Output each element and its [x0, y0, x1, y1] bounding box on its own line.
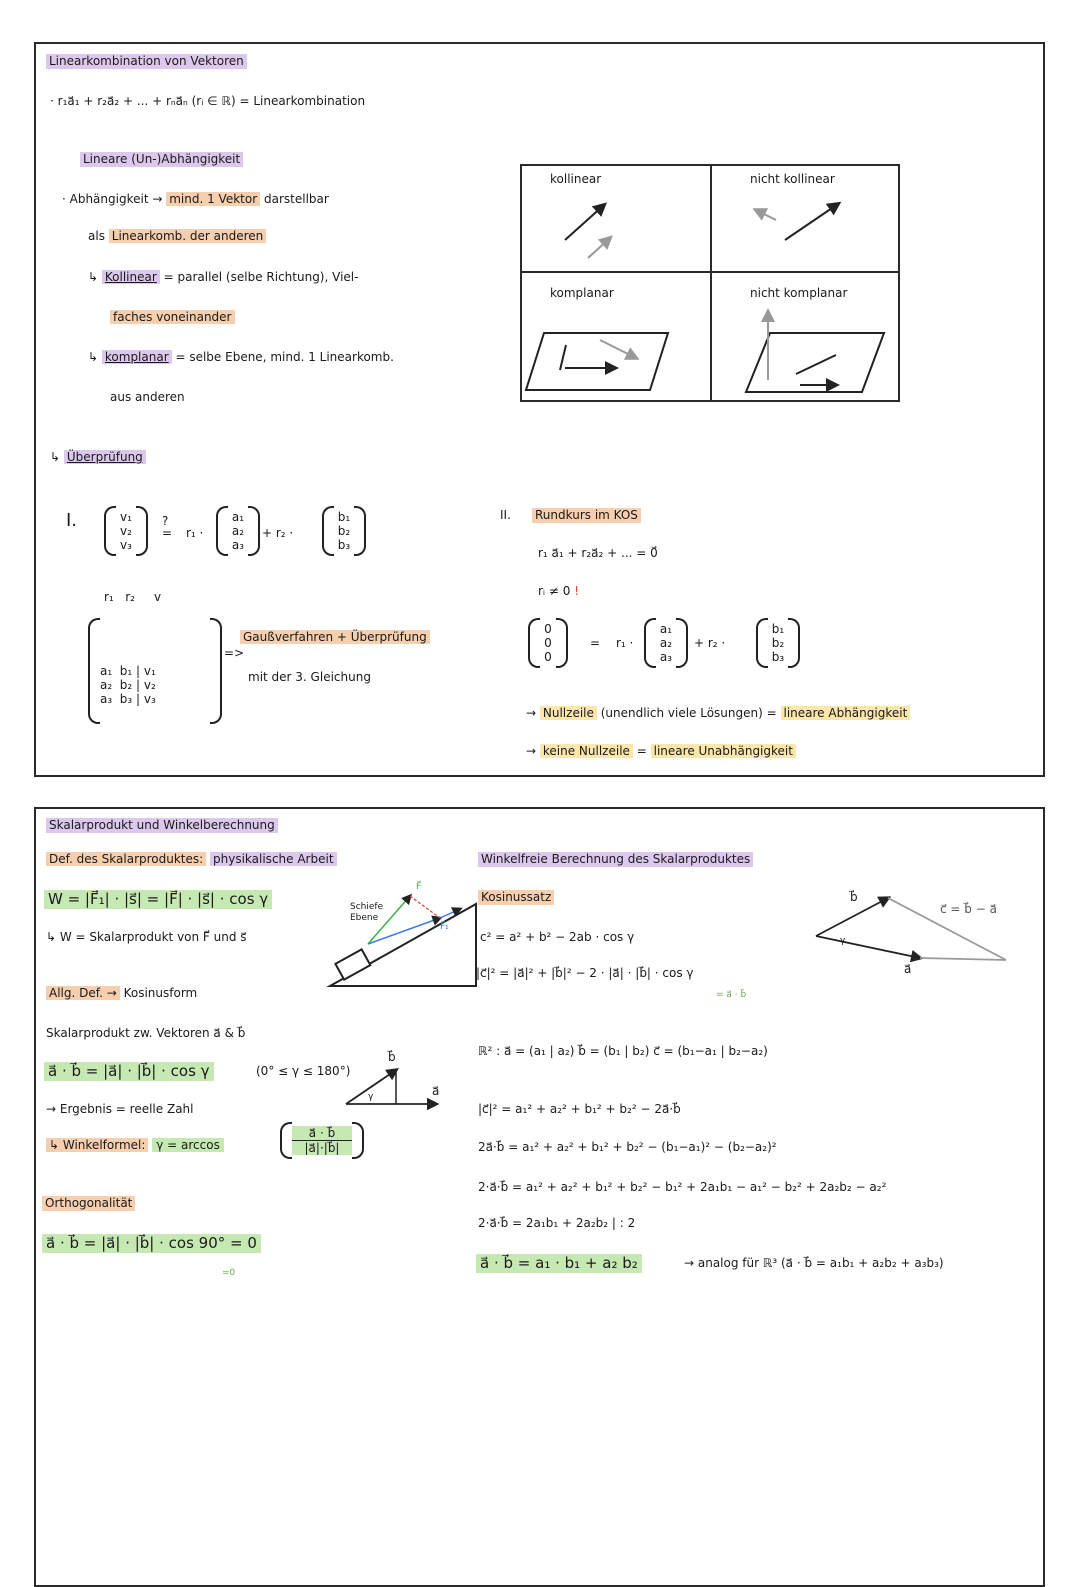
zero-vector: 0 0 0 [540, 622, 556, 664]
cosine-law-1: c² = a² + b² − 2ab · cos γ [480, 930, 635, 944]
cosine-law-2: |c⃗|² = |a⃗|² + |b⃗|² − 2 · |a⃗| · |b⃗| · cos γ [476, 966, 694, 980]
allgemeine-def [46, 986, 197, 1001]
komplanar-arrow: ↳ [88, 350, 99, 364]
section-title-linearkombination: Linearkombination von Vektoren [46, 54, 247, 69]
kollinear-arrow: ↳ [88, 270, 99, 284]
vector-a-ii: a₁ a₂ a₃ [656, 622, 676, 664]
method-ii-title: Rundkurs im KOS [532, 508, 641, 523]
dependence-highlight: mind. 1 Vektor [166, 192, 260, 206]
grid-label-kollinear: kollinear [550, 172, 602, 186]
cos-a-label: a⃗ [904, 962, 912, 976]
dependence-als: als [88, 229, 105, 243]
method-ii-equation: r₁ a⃗₁ + r₂a⃗₂ + ... = 0⃗ [538, 546, 658, 560]
ortho-equals-zero: = 0 [230, 1234, 257, 1252]
vector-b: b₁ b₂ b₃ [334, 510, 354, 552]
method-i-r2: + r₂ · [262, 526, 294, 540]
method-i-r1: r₁ · [186, 526, 204, 540]
vector-a: a₁ a₂ a₃ [228, 510, 248, 552]
gauss-line-2: mit der 3. Gleichung [248, 670, 371, 684]
dependence-linearkomb: Linearkomb. der anderen [109, 229, 266, 243]
winkelfreie-title: Winkelfreie Berechnung des Skalarproduktes [478, 852, 753, 867]
grid-label-komplanar: komplanar [550, 286, 614, 300]
ergebnis-note: → Ergebnis = reelle Zahl [46, 1102, 194, 1116]
implies-arrow: => [224, 646, 245, 660]
cos-c-label: c⃗ = b⃗ − a⃗ [940, 902, 997, 916]
skalar-result: a⃗ · b⃗ = a₁ · b₁ + a₂ b₂ [476, 1254, 642, 1273]
vector-b-ii: b₁ b₂ b₃ [768, 622, 788, 664]
kollinear-definition: = parallel (selbe Richtung), Viel- [163, 270, 359, 284]
grid-label-nicht-komplanar: nicht komplanar [750, 286, 848, 300]
kosinussatz-label: Kosinussatz [478, 890, 554, 905]
incline-label: Schiefe Ebene [350, 902, 384, 923]
nullzeile-term: Nullzeile [540, 706, 597, 720]
cos-b-a-side [920, 958, 1006, 960]
method-i-label: I. [66, 510, 78, 531]
allg-def-label: Allg. Def. → [46, 986, 120, 1000]
keine-result: lineare Unabhängigkeit [651, 744, 796, 758]
heading-lineare-abhaengigkeit: Lineare (Un-)Abhängigkeit [80, 152, 243, 167]
kollinear-faches: faches voneinander [110, 310, 235, 324]
expansion-1: |c⃗|² = a₁² + a₂² + b₁² + b₂² − 2a⃗·b⃗ [478, 1102, 681, 1116]
orthogonal-formula [42, 1234, 261, 1253]
expansion-2: 2a⃗·b⃗ = a₁² + a₂² + b₁² + b₂² − (b₁−a₁)² − (b₂−a₂)² [478, 1140, 777, 1154]
frac-numerator: a⃗ · b⃗ [292, 1126, 352, 1141]
expansion-3: 2·a⃗·b⃗ = a₁² + a₂² + b₁² + b₂² − b₁² + 2a₁b₁ − a₁² − b₂² + 2a₂b₂ − a₂² [478, 1180, 887, 1194]
angle-a-label: a⃗ [432, 1084, 440, 1098]
komplanar-line-2: aus anderen [110, 390, 185, 404]
vector-v: v₁ v₂ v₃ [116, 510, 136, 552]
method-ii-equals: = [590, 636, 601, 650]
skalar-intro: Skalarprodukt zw. Vektoren a⃗ & b⃗ [46, 1026, 246, 1040]
angle-range: (0° ≤ γ ≤ 180°) [256, 1064, 351, 1078]
allg-def-kosinusform: Kosinusform [123, 986, 198, 1000]
work-note: ↳ W = Skalarprodukt von F⃗ und s⃗ [46, 930, 247, 944]
method-ii-r1: r₁ · [616, 636, 634, 650]
incline-s-vector [440, 909, 460, 918]
work-formula: W = |F⃗₁| · |s⃗| = |F⃗| · |s⃗| · cos γ [44, 890, 272, 909]
linearkombination-definition: · r₁a⃗₁ + r₂a⃗₂ + ... + rₙa⃗ₙ (rᵢ ∈ ℝ) = Linearkombination [50, 94, 366, 108]
keine-arrow: → [526, 744, 537, 758]
grid-label-nicht-kollinear: nicht kollinear [750, 172, 835, 186]
komplanar-term: komplanar [102, 350, 172, 364]
section-title-skalarprodukt: Skalarprodukt und Winkelberechnung [46, 818, 278, 833]
r2-vectors: ℝ² : a⃗ = (a₁ | a₂) b⃗ = (b₁ | b₂) c⃗ = (b₁−a₁ | b₂−a₂) [478, 1044, 768, 1058]
keine-eq: = [636, 744, 647, 758]
angle-b-label: b⃗ [388, 1050, 396, 1064]
nullzeile-desc: (unendlich viele Lösungen) = [600, 706, 777, 720]
dependence-label: · Abhängigkeit → [62, 192, 163, 206]
ueberpruefung-label: Überprüfung [64, 450, 146, 464]
nullzeile-result: lineare Abhängigkeit [781, 706, 911, 720]
ueberpruefung-arrow: ↳ [50, 450, 64, 464]
incline-block [335, 949, 370, 979]
cos-b-label: b⃗ [850, 890, 858, 904]
cosine-law-brace-label: = a⃗ · b⃗ [716, 990, 747, 1000]
komplanar-definition: = selbe Ebene, mind. 1 Linearkomb. [175, 350, 394, 364]
analog-r3: → analog für ℝ³ (a⃗ · b⃗ = a₁b₁ + a₂b₂ + a₃b₃) [684, 1256, 944, 1270]
keine-term: keine Nullzeile [540, 744, 633, 758]
winkel-fraction [292, 1126, 352, 1155]
method-i-question: ? [162, 514, 169, 528]
skalar-formula: a⃗ · b⃗ = |a⃗| · |b⃗| · cos γ [44, 1062, 214, 1081]
gauss-highlight: Gaußverfahren + Überprüfung [240, 630, 430, 644]
angle-gamma-label: γ [368, 1092, 374, 1102]
ortho-formula-main: a⃗ · b⃗ = |a⃗| · |b⃗| · cos 90° [46, 1234, 226, 1252]
kollinear-term: Kollinear [102, 270, 160, 284]
cos-gamma-label: γ [840, 936, 846, 946]
skalar-def-arbeit: physikalische Arbeit [210, 852, 337, 866]
incline-force-side [410, 896, 440, 918]
orthogonalitaet-title: Orthogonalität [42, 1196, 135, 1211]
dependence-tail: darstellbar [263, 192, 329, 206]
incline-f1-label: F⃗₁ [440, 922, 449, 932]
cos-a-vector [816, 936, 920, 958]
skalar-def-label: Def. des Skalarproduktes: [46, 852, 206, 866]
frac-denominator: |a⃗|·|b⃗| [304, 1141, 340, 1155]
incline-f-label: F⃗ [416, 882, 422, 892]
method-i-equals: = [162, 526, 173, 540]
winkelformel-arccos: γ = arccos [152, 1138, 224, 1152]
expansion-4: 2·a⃗·b⃗ = 2a₁b₁ + 2a₂b₂ | : 2 [478, 1216, 636, 1230]
ortho-zero-note: =0 [222, 1268, 236, 1278]
method-ii-nonzero: rᵢ ≠ 0 [538, 584, 571, 598]
method-ii-label: II. [500, 508, 511, 522]
augmented-matrix: a₁ b₁ | v₁ a₂ b₂ | v₂ a₃ b₃ | v₃ [100, 622, 210, 720]
method-ii-exclaim: ! [574, 584, 580, 598]
augmented-col-heads: r₁ r₂ v [104, 590, 162, 604]
winkelformel-label: ↳ Winkelformel: [46, 1138, 148, 1152]
winkelformel [46, 1138, 224, 1153]
nullzeile-arrow: → [526, 706, 537, 720]
method-ii-r2: + r₂ · [694, 636, 726, 650]
